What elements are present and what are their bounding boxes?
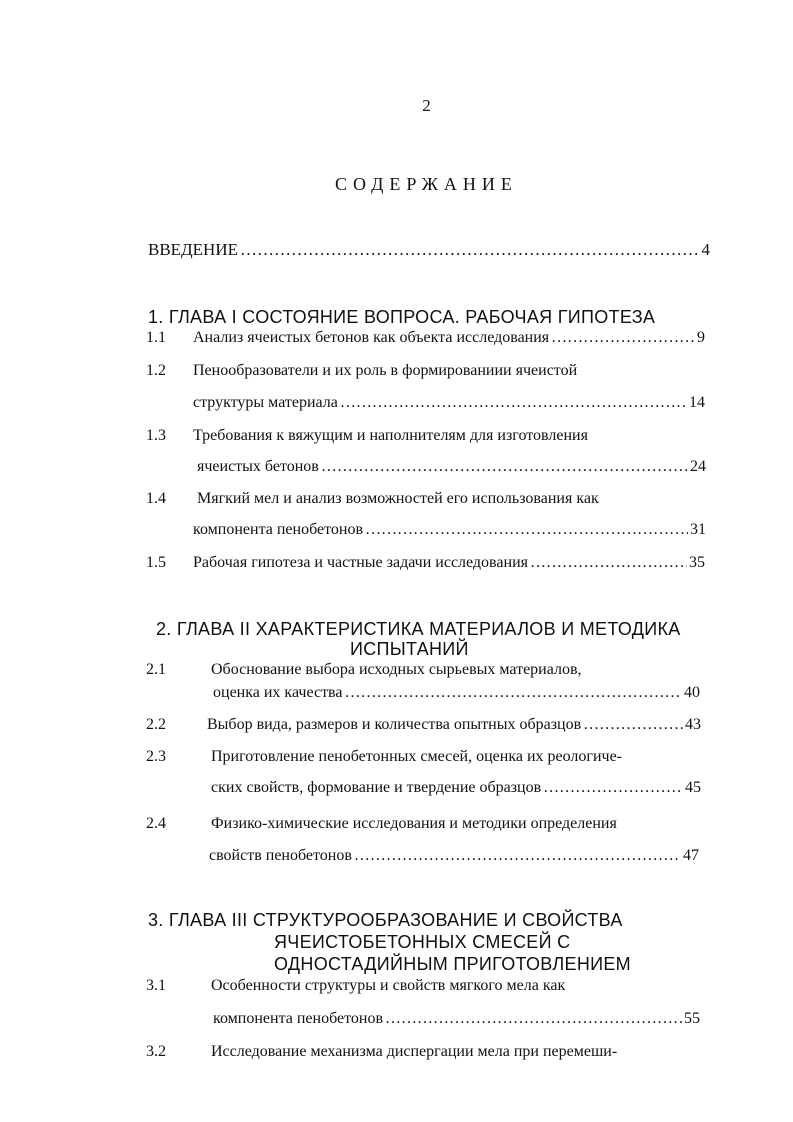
section-number: 1.5 <box>146 554 166 571</box>
toc-entry-page: 14 <box>689 394 705 411</box>
leader-dots <box>340 394 687 412</box>
toc-entry-1-3[interactable] <box>197 458 706 476</box>
toc-entry-page: 35 <box>689 554 705 571</box>
section-number: 1.2 <box>146 362 166 379</box>
toc-entry-1-2[interactable] <box>193 394 705 412</box>
toc-entry-1-3-line1[interactable]: Требования к вяжущим и наполнителям для изготовления <box>193 427 588 444</box>
toc-entry-label: свойств пенобетонов <box>209 847 352 864</box>
chapter-heading-3-cont2[interactable]: ОДНОСТАДИЙНЫМ ПРИГОТОВЛЕНИЕМ <box>274 954 631 974</box>
toc-entry-label: структуры материала <box>193 394 338 411</box>
leader-dots <box>240 240 700 260</box>
toc-entry-1-4[interactable] <box>193 521 706 539</box>
page-number: 2 <box>422 96 431 115</box>
toc-entry-page: 43 <box>685 716 701 733</box>
toc-entry-2-3[interactable] <box>211 779 701 797</box>
toc-entry-label: оценка их качества <box>213 684 343 701</box>
section-number: 3.1 <box>146 977 166 994</box>
toc-entry-intro[interactable] <box>148 240 710 260</box>
toc-entry-2-4-line1[interactable]: Физико-химические исследования и методики определения <box>211 815 617 832</box>
chapter-heading-1[interactable]: 1. ГЛАВА I СОСТОЯНИЕ ВОПРОСА. РАБОЧАЯ ГИПОТЕЗА <box>148 307 656 327</box>
toc-entry-3-2-line1[interactable]: Исследование механизма диспергации мела при перемеши- <box>211 1043 618 1060</box>
toc-entry-label: Анализ ячеистых бетонов как объекта исследования <box>193 329 550 346</box>
leader-dots <box>583 716 683 734</box>
toc-entry-page: 47 <box>683 847 699 864</box>
toc-entry-1-1[interactable] <box>193 329 705 347</box>
section-number: 3.2 <box>146 1043 166 1060</box>
section-number: 1.3 <box>146 427 166 444</box>
section-number: 2.4 <box>146 815 166 832</box>
toc-entry-2-1[interactable] <box>213 684 700 702</box>
toc-entry-1-5[interactable] <box>193 554 705 572</box>
leader-dots <box>551 329 695 347</box>
leader-dots <box>354 847 681 865</box>
toc-entry-3-1[interactable] <box>213 1010 700 1028</box>
toc-entry-label: Выбор вида, размеров и количества опытных образцов <box>207 716 582 733</box>
leader-dots <box>365 521 688 539</box>
toc-entry-1-4-line1[interactable]: Мягкий мел и анализ возможностей его использования как <box>197 490 599 507</box>
chapter-heading-3[interactable]: 3. ГЛАВА III СТРУКТУРООБРАЗОВАНИЕ И СВОЙСТВА <box>148 910 623 930</box>
toc-entry-page: 45 <box>685 779 701 796</box>
toc-entry-3-1-line1[interactable]: Особенности структуры и свойств мягкого мела как <box>211 977 566 994</box>
toc-entry-page: 55 <box>684 1010 700 1027</box>
leader-dots <box>385 1010 682 1028</box>
toc-entry-label: ячеистых бетонов <box>197 458 319 475</box>
page-title: СОДЕРЖАНИЕ <box>335 174 518 194</box>
toc-entry-page: 31 <box>690 521 706 538</box>
toc-entry-1-2-line1[interactable]: Пенообразователи и их роль в формированиии ячеистой <box>193 362 578 379</box>
toc-entry-page: 9 <box>697 329 705 346</box>
toc-entry-2-4[interactable] <box>209 847 699 865</box>
section-number: 2.2 <box>146 716 166 733</box>
leader-dots <box>321 458 688 476</box>
section-number: 1.1 <box>146 329 166 346</box>
leader-dots <box>530 554 687 572</box>
toc-entry-2-2[interactable] <box>207 716 701 734</box>
toc-entry-label: ских свойств, формование и твердение образцов <box>211 779 542 796</box>
toc-entry-label: компонента пенобетонов <box>213 1010 384 1027</box>
section-number: 2.1 <box>146 661 166 678</box>
chapter-heading-3-cont1[interactable]: ЯЧЕИСТОБЕТОННЫХ СМЕСЕЙ С <box>274 932 571 952</box>
toc-entry-2-1-line1[interactable]: Обоснование выбора исходных сырьевых материалов, <box>211 661 582 678</box>
section-number: 2.3 <box>146 748 166 765</box>
toc-entry-page: 4 <box>701 240 710 259</box>
toc-entry-label: компонента пенобетонов <box>193 521 364 538</box>
chapter-heading-2[interactable]: 2. ГЛАВА II ХАРАКТЕРИСТИКА МАТЕРИАЛОВ И МЕТОДИКА <box>156 619 681 639</box>
leader-dots <box>345 684 683 702</box>
leader-dots <box>543 779 683 797</box>
chapter-heading-2-cont[interactable]: ИСПЫТАНИЙ <box>350 639 469 659</box>
toc-entry-label: Рабочая гипотеза и частные задачи исследования <box>193 554 528 571</box>
toc-entry-label: ВВЕДЕНИЕ <box>148 240 238 259</box>
section-number: 1.4 <box>146 490 166 507</box>
toc-entry-page: 40 <box>684 684 700 701</box>
toc-entry-page: 24 <box>690 458 706 475</box>
toc-entry-2-3-line1[interactable]: Приготовление пенобетонных смесей, оценка их реологиче- <box>211 748 623 765</box>
